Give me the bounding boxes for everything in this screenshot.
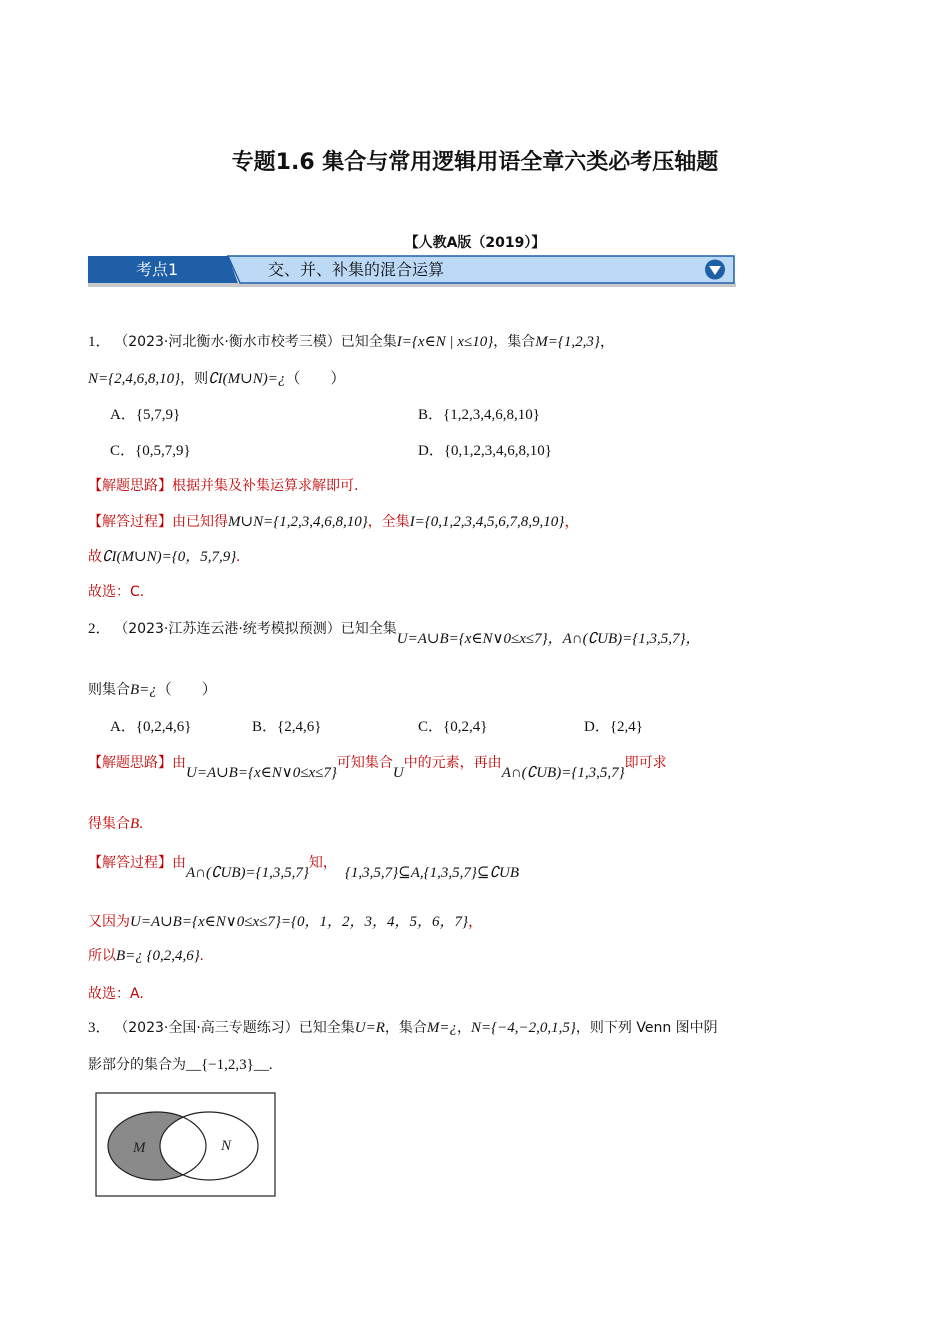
q1-process-text: ，全集 (367, 514, 410, 530)
q2-process-result: B=¿ {0,2,4,6} (116, 948, 200, 964)
q1-process-result: ∁I(M∪N)={0，5,7,9} (102, 549, 237, 565)
q1-process-line2 (88, 545, 240, 566)
venn-svg (95, 1092, 277, 1198)
q2-set-U: U=A∪B={x∈N∨0≤x≤7} (396, 631, 548, 647)
q1-process-text: ， (564, 514, 580, 530)
q1-text: ，集合 (493, 334, 536, 350)
venn-label-M: M (133, 1140, 146, 1156)
q2-idea-condition: A∩(∁UB)={1,3,5,7} (501, 765, 625, 781)
q3-text: ， (457, 1020, 472, 1036)
banner-topic: 交、并、补集的混合运算 (268, 260, 445, 279)
q2-option-a[interactable]: A．{0,2,4,6} (110, 719, 192, 735)
q3-text: ，集合 (384, 1020, 427, 1036)
q2-process-universe: U=A∪B={x∈N∨0≤x≤7}={0，1，2，3，4，5，6，7} (130, 914, 468, 930)
q1-process-union: M∪N={1,2,3,4,6,8,10} (228, 514, 368, 530)
q3-fill-answer: {−1,2,3} (201, 1057, 254, 1073)
q1-option-d[interactable]: D．{0,1,2,3,4,6,8,10} (418, 443, 552, 459)
venn-set-N (160, 1112, 258, 1180)
q1-process-text: . (236, 549, 240, 565)
q3-blank: __ (186, 1057, 201, 1073)
q3-set-N: N={−4,−2,0,1,5} (471, 1020, 576, 1036)
q2-idea-text: 得集合 (88, 816, 130, 832)
q1-number: 1． (88, 334, 111, 350)
q2-stem-line2 (88, 678, 217, 699)
q2-idea-line1 (88, 752, 667, 781)
q1-process-tag: 【解答过程】 (88, 514, 172, 530)
q3-text: 影部分的集合为 (88, 1057, 186, 1073)
q1-set-I: I={x∈N | x≤10} (396, 334, 494, 350)
q2-idea-set-U: U=A∪B={x∈N∨0≤x≤7} (186, 765, 337, 781)
q1-answer: 故选：C. (88, 584, 145, 600)
q3-source: （2023·全国·高三专题练习） (114, 1020, 299, 1036)
q2-process-condition: A∩(∁UB)={1,3,5,7} (186, 865, 309, 881)
q2-idea-tag: 【解题思路】 (88, 755, 172, 771)
q1-process-text: 由已知得 (172, 514, 228, 530)
q2-option-d[interactable]: D．{2,4} (584, 719, 643, 735)
venn-diagram (95, 1092, 277, 1203)
q1-text: ， (599, 334, 615, 350)
q2-number: 2． (88, 621, 111, 637)
q2-process-text: 所以 (88, 948, 116, 964)
q2-answer-paren: （ ） (156, 682, 217, 698)
q2-process-subsets: {1,3,5,7}⊆A,{1,3,5,7}⊆∁UB (344, 865, 519, 881)
q1-option-a[interactable]: A．{5,7,9} (110, 407, 181, 423)
q1-option-b[interactable]: B．{1,2,3,4,6,8,10} (418, 407, 540, 423)
q2-option-c[interactable]: C．{0,2,4} (418, 719, 488, 735)
q2-text: 则集合 (88, 682, 130, 698)
q1-stem-line2 (88, 367, 345, 388)
q2-process-line1 (88, 852, 519, 881)
q2-idea-var: U (392, 765, 404, 781)
q2-process-text: 知， (308, 855, 337, 871)
q3-set-U: U=R (354, 1020, 385, 1036)
q2-process-text: 由 (172, 855, 186, 871)
q3-stem-line2 (88, 1054, 273, 1074)
q2-idea-text: 中的元素，再由 (403, 755, 502, 771)
q2-condition: ，A∩(∁UB)={1,3,5,7}， (547, 631, 701, 647)
q1-option-c[interactable]: C．{0,5,7,9} (110, 443, 191, 459)
q1-process-universe: I={0,1,2,3,4,5,6,7,8,9,10} (409, 514, 565, 530)
q3-blank: __. (253, 1057, 273, 1073)
section-banner (88, 254, 738, 288)
q3-text: ，则下列 Venn 图中阴 (575, 1020, 718, 1036)
venn-label-N: N (221, 1138, 232, 1154)
banner-label: 考点1 (136, 260, 179, 279)
q2-process-text: 又因为 (88, 914, 130, 930)
q3-number: 3． (88, 1020, 111, 1036)
q2-idea-text: 可知集合 (336, 755, 393, 771)
q2-idea-line2 (88, 813, 143, 833)
q1-process-text: 故 (88, 549, 102, 565)
q1-expression: ∁I(M∪N)=¿ (208, 371, 286, 387)
q1-answer-paren: （ ） (285, 371, 346, 387)
q1-stem-line1 (88, 330, 615, 351)
q3-text: 已知全集 (298, 1020, 355, 1036)
q2-stem-line1 (88, 617, 701, 647)
q1-idea-text: 根据并集及补集运算求解即可. (172, 478, 359, 494)
q1-set-M: M={1,2,3} (535, 334, 600, 350)
q2-idea-text: 由 (172, 755, 186, 771)
q2-idea-var: B (130, 816, 140, 832)
q2-process-tag: 【解答过程】 (88, 855, 172, 871)
q2-process-text: ， (467, 914, 483, 930)
q3-stem-line1 (88, 1016, 718, 1037)
q1-text: 已知全集 (340, 334, 397, 350)
q2-process-line2 (88, 910, 483, 931)
q1-idea (88, 475, 358, 495)
q2-answer: 故选：A. (88, 986, 144, 1002)
edition-label: 【人教A版（2019）】 (404, 235, 546, 251)
q1-idea-tag: 【解题思路】 (88, 478, 172, 494)
page-title: 专题1.6 集合与常用逻辑用语全章六类必考压轴题 (231, 150, 719, 175)
q2-process-line3 (88, 945, 204, 965)
q1-process-line1 (88, 510, 579, 531)
q2-text: 已知全集 (340, 621, 397, 637)
q2-idea-text: . (139, 816, 143, 832)
q1-source: （2023·河北衡水·衡水市校考三模） (114, 334, 341, 350)
q2-option-b[interactable]: B．{2,4,6} (252, 719, 322, 735)
q2-source: （2023·江苏连云港·统考模拟预测） (114, 621, 341, 637)
q2-expression: B=¿ (130, 682, 157, 698)
q1-text: ，则 (180, 371, 209, 387)
q2-idea-text: 即可求 (624, 755, 667, 771)
q1-set-N: N={2,4,6,8,10} (88, 371, 181, 387)
q2-process-text: . (199, 948, 204, 964)
q3-set-M: M=¿ (426, 1020, 458, 1036)
